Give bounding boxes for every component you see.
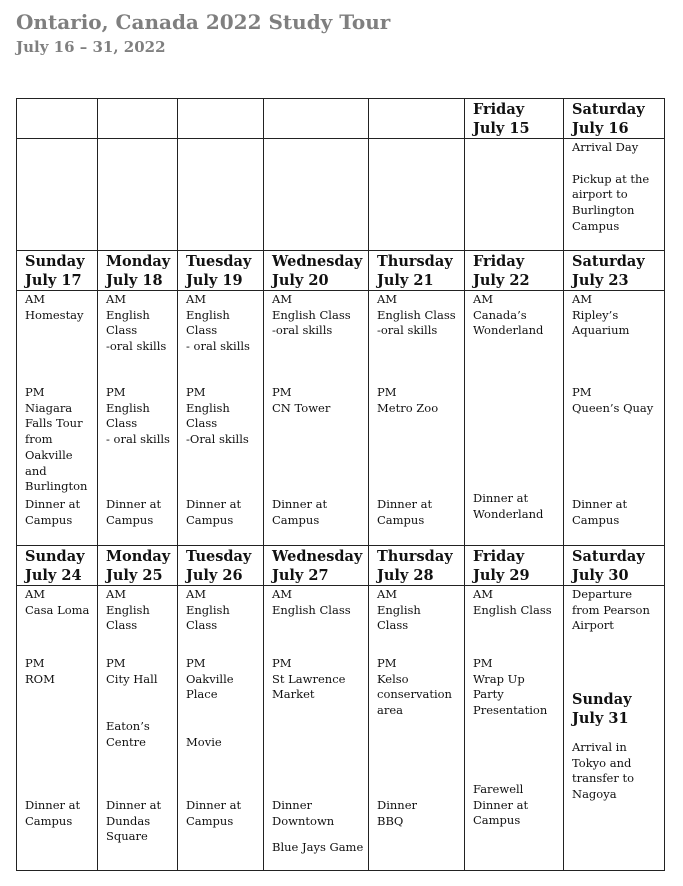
day-header-cell: [264, 546, 369, 586]
day-name: Tuesday: [186, 253, 252, 270]
day-activity-cell: [465, 139, 564, 251]
week-activity-row: [17, 586, 665, 871]
activity-dinner: Dinner BBQ: [377, 798, 418, 828]
activity-pm: PM Kelso conservation area: [377, 656, 452, 718]
day-name: Wednesday: [272, 548, 363, 565]
week-activity-row: [17, 291, 665, 546]
day-activity-cell: [178, 586, 264, 871]
activity-pm: PM Wrap Up Party Presentation: [473, 656, 548, 718]
day-header-cell: [178, 99, 264, 139]
activity-dinner: Dinner at Campus: [25, 497, 81, 527]
week-activity-row: [17, 139, 665, 251]
day-name: Thursday: [377, 548, 453, 565]
day-date: July 24: [25, 567, 82, 584]
activity-am: AM English Class: [186, 587, 230, 633]
day-header-cell: [369, 546, 465, 586]
day-header-cell: [178, 251, 264, 291]
activity-dinner: Dinner at Wonderland: [473, 491, 544, 521]
day-date: July 28: [377, 567, 434, 584]
week-header-row: [17, 99, 665, 139]
activity-evening: Blue Jays Game: [272, 840, 364, 854]
day-header-cell: [465, 251, 564, 291]
activity-dinner: Dinner at Campus: [186, 497, 242, 527]
activity-pm: PM Queen’s Quay: [572, 385, 654, 415]
day-name: Friday: [473, 548, 525, 565]
activity-am: AM English Class -oral skills: [377, 292, 456, 338]
day-activity-cell: [465, 586, 564, 871]
activity-am: Departure from Pearson Airport: [572, 587, 650, 633]
day-name: Friday: [473, 253, 525, 270]
day-date: July 23: [572, 272, 629, 289]
activity-am: AM Casa Loma: [25, 587, 90, 617]
day-name: Monday: [106, 548, 171, 565]
day-header-cell: [564, 251, 665, 291]
activity-am: AM English Class: [377, 587, 421, 633]
day-header-cell: [178, 546, 264, 586]
day-header-cell: [98, 251, 178, 291]
day-header-cell: [17, 251, 98, 291]
activity-am: Arrival Day: [572, 140, 639, 154]
day-activity-cell: [264, 586, 369, 871]
day-header-cell: [369, 251, 465, 291]
activity-am: AM English Class: [473, 587, 552, 617]
day-name: Tuesday: [186, 548, 252, 565]
day-header-cell: [98, 99, 178, 139]
day-activity-cell: [17, 139, 98, 251]
activity-pm: Pickup at the airport to Burlington Campus: [572, 171, 650, 233]
day-header-cell: [98, 546, 178, 586]
activity-dinner: Dinner at Dundas Square: [106, 798, 162, 844]
activity-am: AM Homestay: [25, 292, 84, 322]
week-header-row: [17, 251, 665, 291]
day-date: July 25: [106, 567, 163, 584]
day-activity-cell: [98, 586, 178, 871]
week-header-row: [17, 546, 665, 586]
day-date: July 29: [473, 567, 530, 584]
activity-pm: PM Niagara Falls Tour from Oakville and Burlington: [25, 385, 88, 494]
day-date: July 21: [377, 272, 434, 289]
activity-am: AM English Class - oral skills: [186, 292, 250, 354]
activity-pm: PM Oakville Place Movie: [186, 656, 234, 749]
day-header-cell: [465, 546, 564, 586]
day-date: July 15: [473, 120, 530, 137]
day-name: Thursday: [377, 253, 453, 270]
activity-am: AM English Class -oral skills: [272, 292, 351, 338]
day-date: July 27: [272, 567, 329, 584]
activity-dinner: Dinner at Campus: [572, 497, 628, 527]
day-name: Sunday: [25, 548, 85, 565]
activity-am: AM Canada’s Wonderland: [473, 292, 544, 338]
day-date: July 20: [272, 272, 329, 289]
day-name: Monday: [106, 253, 171, 270]
activity-am: AM English Class: [106, 587, 150, 633]
day-header-cell: [17, 99, 98, 139]
extra-day-block: [572, 690, 634, 803]
activity-dinner: Dinner at Campus: [186, 798, 242, 828]
activity-dinner: Dinner at Campus: [106, 497, 162, 527]
day-activity-cell: [369, 139, 465, 251]
day-activity-cell: [564, 139, 665, 251]
activity-pm: PM St Lawrence Market: [272, 656, 346, 702]
activity-pm: PM City Hall Eaton’s Centre: [106, 656, 158, 749]
day-activity-cell: [465, 291, 564, 546]
day-activity-cell: [264, 139, 369, 251]
day-header-cell: [465, 99, 564, 139]
day-name: Saturday: [572, 548, 645, 565]
day-date: July 31: [572, 710, 629, 727]
day-activity-cell: [17, 291, 98, 546]
document-title: Ontario, Canada 2022 Study Tour: [16, 10, 391, 34]
activity-pm: PM English Class -Oral skills: [186, 385, 249, 447]
schedule-table: [16, 98, 665, 871]
day-header-cell: [564, 99, 665, 139]
day-activity-cell: [369, 586, 465, 871]
day-header-cell: [17, 546, 98, 586]
activity-dinner: Farewell Dinner at Campus: [473, 782, 529, 828]
day-header-cell: [264, 99, 369, 139]
day-header-cell: [264, 251, 369, 291]
day-date: July 19: [186, 272, 243, 289]
activity-am: AM Ripley’s Aquarium: [572, 292, 630, 338]
day-date: July 26: [186, 567, 243, 584]
day-name: Saturday: [572, 253, 645, 270]
day-date: July 18: [106, 272, 163, 289]
activity-am: AM English Class -oral skills: [106, 292, 167, 354]
day-activity-cell: [17, 586, 98, 871]
day-activity-cell: [98, 139, 178, 251]
day-activity-cell: [564, 291, 665, 546]
day-name: Wednesday: [272, 253, 363, 270]
day-name: Friday: [473, 101, 525, 118]
day-date: July 30: [572, 567, 629, 584]
activity-arrival: Arrival in Tokyo and transfer to Nagoya: [572, 740, 635, 802]
day-date: July 17: [25, 272, 82, 289]
activity-pm: PM ROM: [25, 656, 55, 686]
document-subtitle: July 16 – 31, 2022: [16, 38, 166, 56]
day-activity-cell: [264, 291, 369, 546]
activity-dinner: Dinner at Campus: [377, 497, 433, 527]
day-activity-cell: [178, 291, 264, 546]
activity-dinner: Dinner at Campus: [272, 497, 328, 527]
activity-pm: PM Metro Zoo: [377, 385, 439, 415]
day-activity-cell: [178, 139, 264, 251]
activity-pm: PM English Class - oral skills: [106, 385, 170, 447]
day-name: Sunday: [25, 253, 85, 270]
day-activity-cell: [98, 291, 178, 546]
day-header-cell: [369, 99, 465, 139]
day-header-cell: [564, 546, 665, 586]
day-activity-cell: [564, 586, 665, 871]
day-date: July 22: [473, 272, 530, 289]
day-date: July 16: [572, 120, 629, 137]
activity-dinner: Dinner at Campus: [25, 798, 81, 828]
day-name: Sunday: [572, 691, 632, 708]
day-name: Saturday: [572, 101, 645, 118]
activity-am: AM English Class: [272, 587, 351, 617]
activity-pm: PM CN Tower: [272, 385, 331, 415]
activity-dinner: Dinner Downtown: [272, 798, 335, 828]
day-activity-cell: [369, 291, 465, 546]
